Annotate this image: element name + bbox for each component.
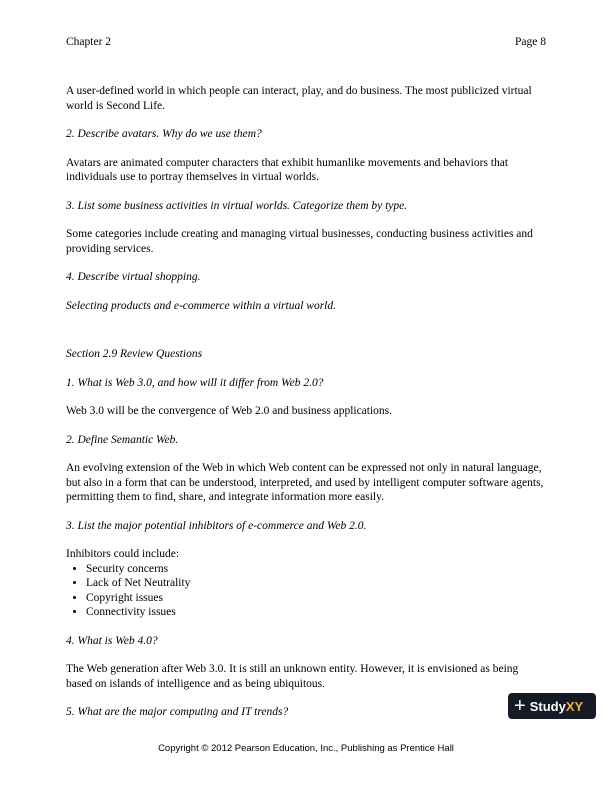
question-web4: 4. What is Web 4.0? <box>66 634 158 647</box>
question-it-trends: 5. What are the major computing and IT trends? <box>66 706 289 718</box>
intro-paragraph: A user-defined world in which people can interact, play, and do business. The most publicized virtual world is Second Life. <box>66 85 532 112</box>
question-web3: 1. What is Web 3.0, and how will it differ from Web 2.0? <box>66 376 324 389</box>
question-inhibitors: 3. List the major potential inhibitors of e-commerce and Web 2.0. <box>66 519 367 532</box>
badge-word-xy: XY <box>565 698 584 714</box>
section-heading: Section 2.9 Review Questions <box>66 348 203 360</box>
answer-virtual-shopping: Selecting products and e-commerce within a virtual world. <box>66 299 336 312</box>
inhibitors-list <box>66 562 546 620</box>
page-number: Page 8 <box>515 36 546 48</box>
question-business-activities: 3. List some business activities in virtual worlds. Categorize them by type. <box>66 199 408 212</box>
page-footer: Copyright © 2012 Pearson Education, Inc., Publishing as Prentice Hall <box>158 743 454 754</box>
question-semantic-web: 2. Define Semantic Web. <box>66 433 179 446</box>
list-item: • Copyright issues <box>86 591 546 606</box>
plus-icon: + <box>514 695 526 717</box>
badge-word-study: Study <box>529 698 566 714</box>
list-item: • Connectivity issues <box>86 605 546 620</box>
studyxy-badge[interactable] <box>508 693 596 719</box>
answer-business-activities: Some categories include creating and managing virtual businesses, conducting business activities and providing services. <box>66 228 533 255</box>
answer-web3: Web 3.0 will be the convergence of Web 2.0 and business applications. <box>66 405 393 417</box>
answer-inhibitors-intro: Inhibitors could include: <box>66 548 180 560</box>
chapter-label: Chapter 2 <box>66 36 112 48</box>
question-virtual-shopping: 4. Describe virtual shopping. <box>66 271 201 283</box>
answer-avatars: Avatars are animated computer characters that exhibit humanlike movements and behaviors that individuals use to portray themselves in virtual worlds. <box>66 156 509 183</box>
page-header <box>66 36 546 48</box>
answer-web4: The Web generation after Web 3.0. It is still an unknown entity. However, it is envisioned as being based on islands of intelligence and as being ubiquitous. <box>66 663 519 690</box>
list-item: • Security concerns <box>86 562 546 577</box>
list-item: • Lack of Net Neutrality <box>86 576 546 591</box>
question-avatars: 2. Describe avatars. Why do we use them? <box>66 128 262 140</box>
answer-semantic-web: An evolving extension of the Web in which Web content can be expressed not only in natural language, but also in a form that can be understood, interpreted, and used by intelligent computer software agents, permitting them to find, share, and integrate information more easily. <box>66 462 544 503</box>
document-body <box>66 84 546 734</box>
